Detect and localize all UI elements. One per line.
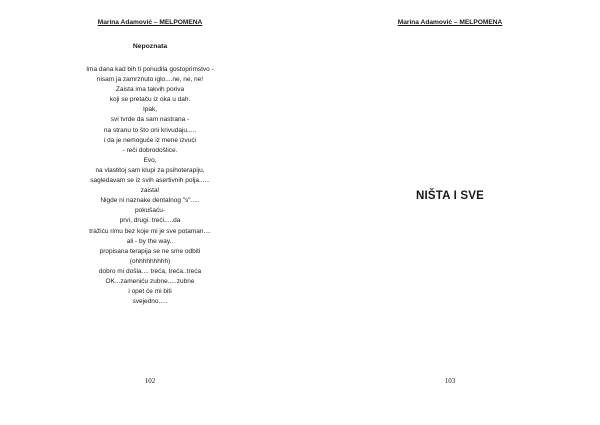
poem-line: ali - by the way.. <box>126 237 174 245</box>
poem-line: i da je nemoguće iz mene izvući <box>103 136 197 144</box>
poem-line: zaista! <box>140 187 160 195</box>
poem-line: na vlastitoj sam klupi za psihoterapiju, <box>95 166 205 174</box>
poem-line: tražiću rimu bez koje mi je sve potaman.... <box>89 227 211 235</box>
poem-line: nisam ja zamrznuto iglo....ne, ne, ne! <box>96 76 204 84</box>
poem-line: dobro mi došla.... treća, treća..treća <box>98 267 202 275</box>
poem-line: - reči dobrodošlice. <box>122 146 178 154</box>
poem-line: Ipak, <box>142 106 158 114</box>
running-header-right-text: Marina Adamović – MELPOMENA <box>397 19 503 26</box>
poem-line: svejedno..... <box>132 298 168 306</box>
poem-line: propisana terapija se ne sme odbiti <box>99 247 201 255</box>
poem-line: Ima dana kad bih ti ponudila gostoprimstvo - <box>86 66 214 73</box>
running-header-left <box>0 18 300 27</box>
poem-title: Nepoznata <box>132 43 168 50</box>
poem-line: svi tvrde da sam nastrana - <box>110 116 190 124</box>
poem-line: i opet će mi biti <box>128 288 172 296</box>
poem-body <box>0 65 300 307</box>
page-number-right: 103 <box>444 377 456 385</box>
poem-line: Zaista ima takvih poriva <box>115 86 185 94</box>
running-header-left-text: Marina Adamović – MELPOMENA <box>97 19 203 26</box>
poem-line: koji se pretaču iz oka u dah. <box>109 96 191 104</box>
poem-line: Evo, <box>143 156 157 164</box>
running-header-right <box>300 18 600 27</box>
poem-line: pokušaću- <box>135 207 165 215</box>
poem-line: (ohhhhhhhhh) <box>129 257 171 265</box>
right-page <box>300 0 600 425</box>
poem-line: sagledavam se iz svih asertivnih polja...... <box>90 177 210 185</box>
poem-line: Nigde ni naznake dentalnog "s"..... <box>100 197 200 205</box>
poem-line: prvi, drugi. treći.....da <box>119 217 181 225</box>
poem-line: OK...zameniću zubne.....zubne <box>105 277 195 285</box>
poem-line: na stranu to što oni krivudaju..... <box>103 126 197 134</box>
section-title: NIŠTA I SVE <box>415 190 485 202</box>
page-number-left: 102 <box>144 377 156 385</box>
